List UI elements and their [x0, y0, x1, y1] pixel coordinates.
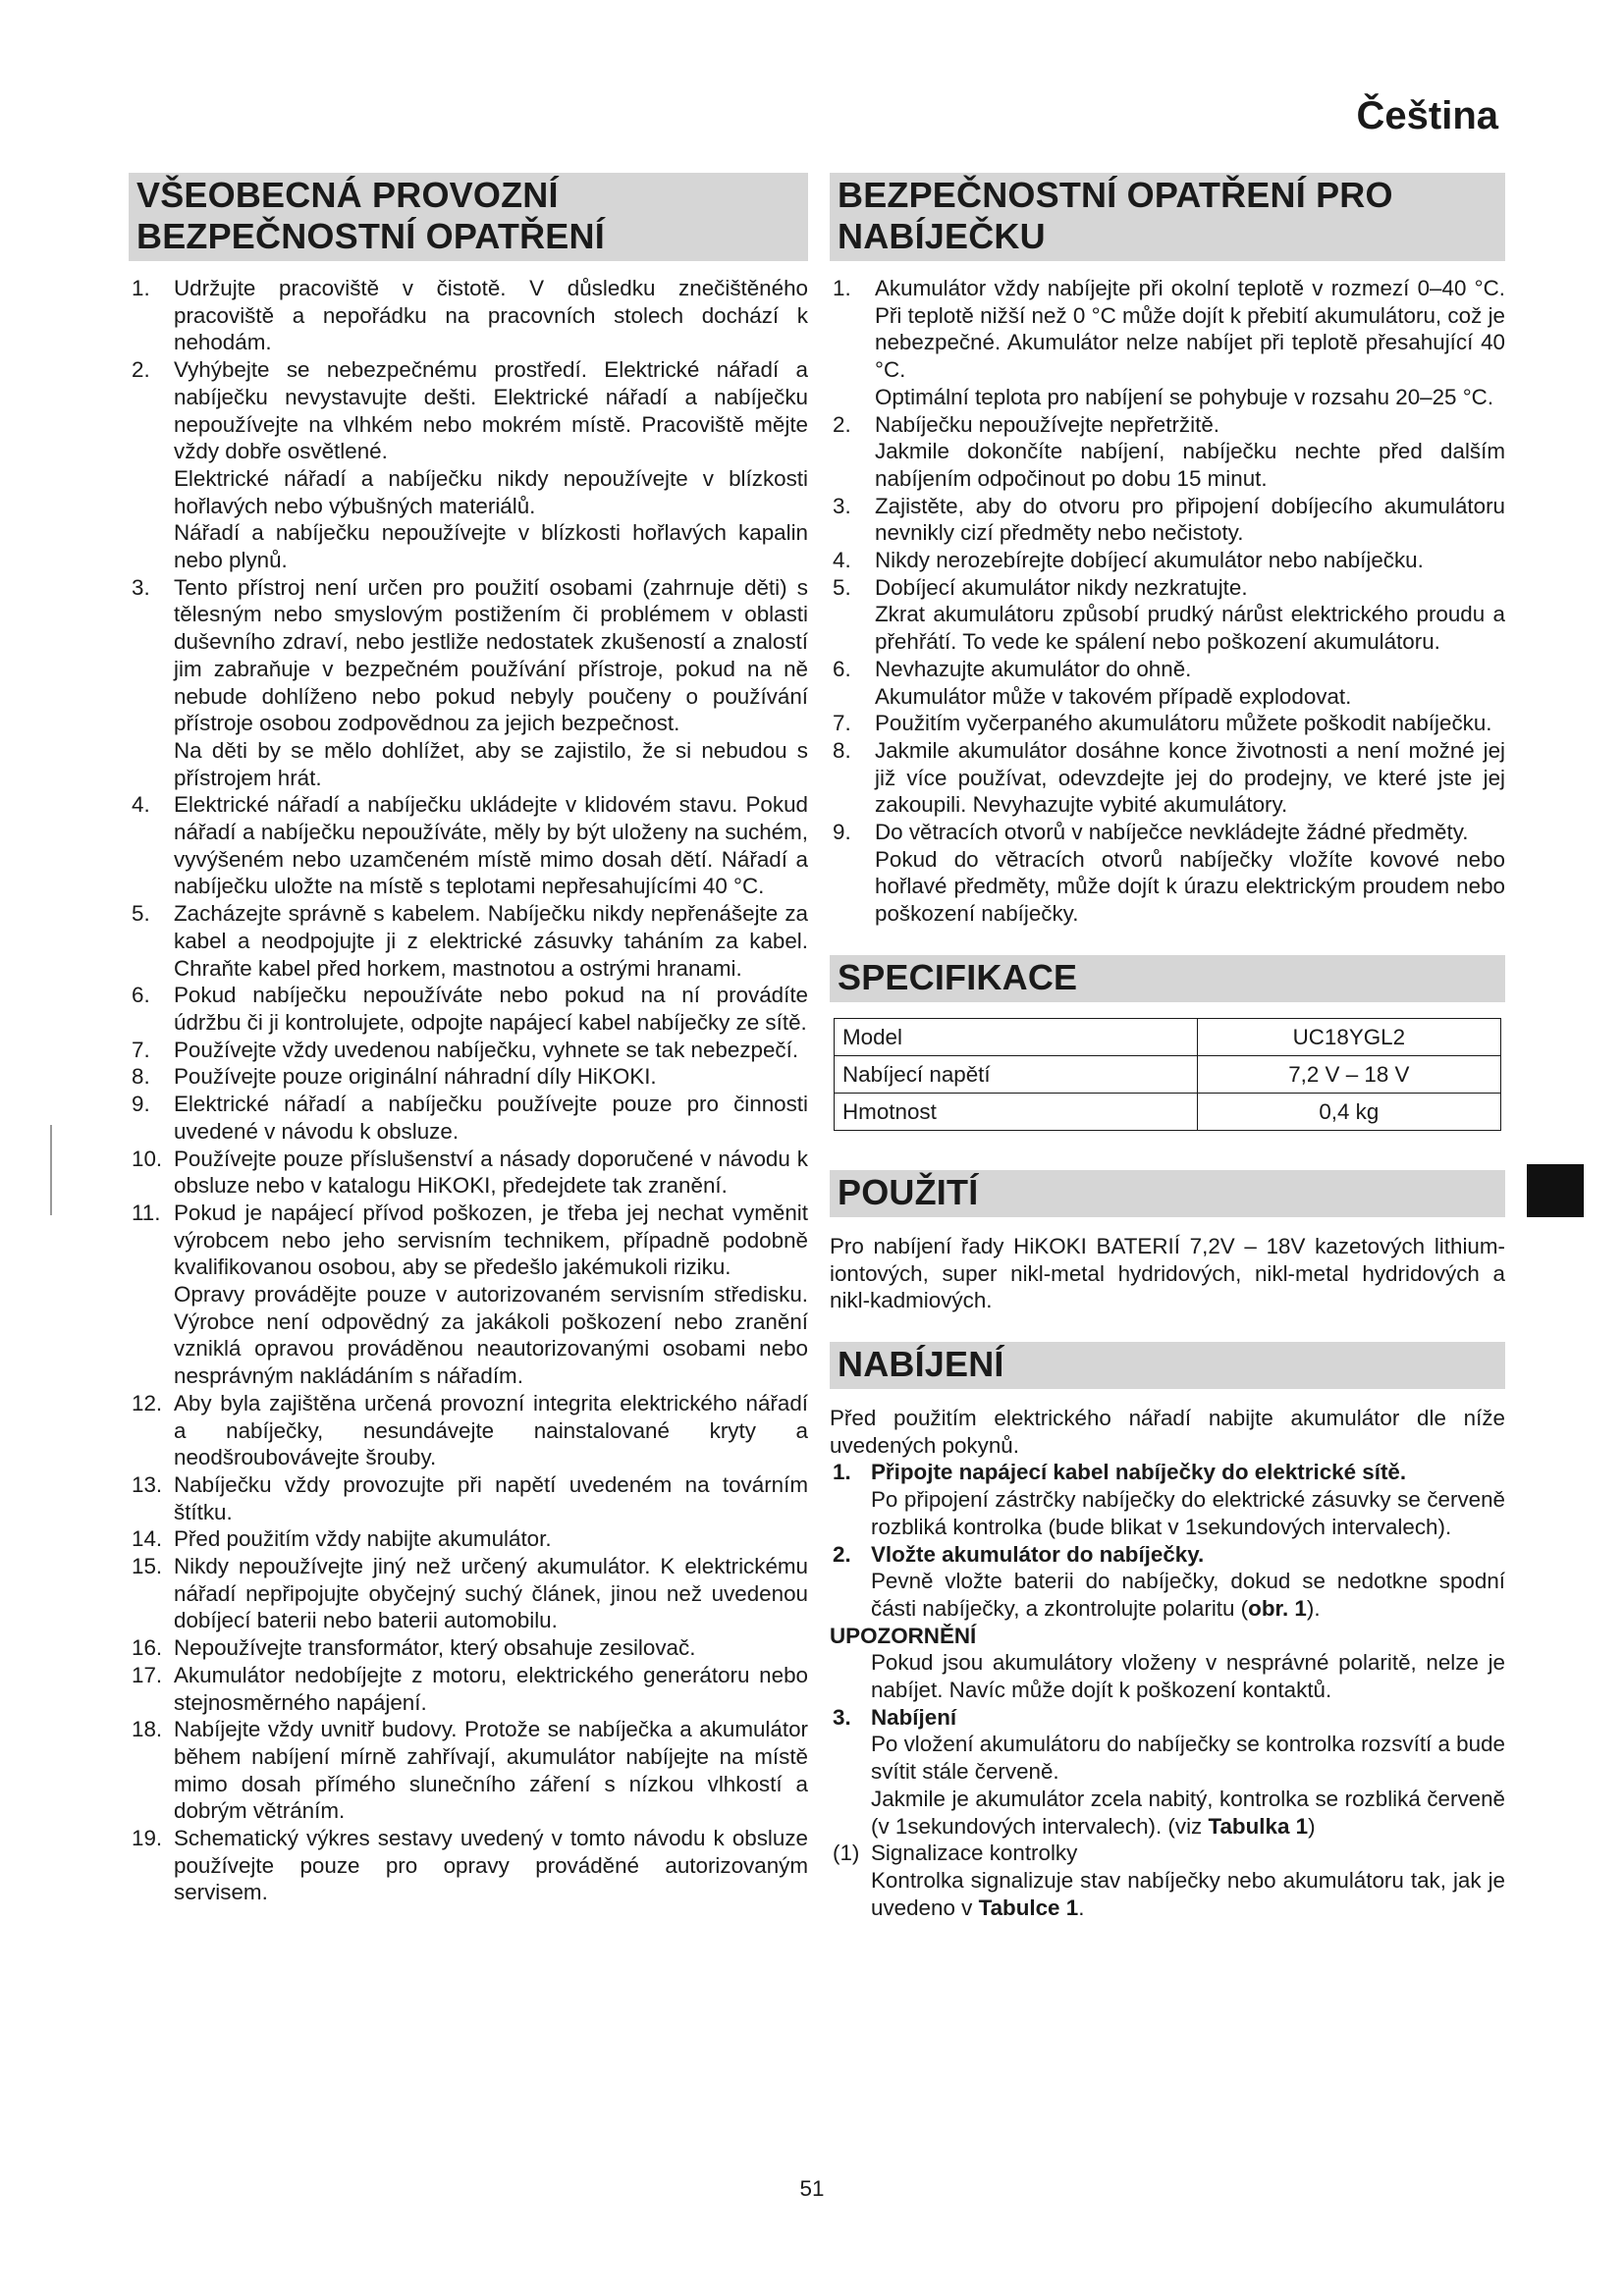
charging-step — [830, 1704, 1505, 1841]
text-run: . — [1078, 1895, 1085, 1920]
item-number: 17. — [132, 1662, 163, 1687]
list-item — [129, 1662, 808, 1716]
item-text: Optimální teplota pro nabíjení se pohybuje v rozsahu 20–25 °C. — [875, 384, 1494, 409]
list-item — [830, 819, 1505, 928]
table-ref: Tabulce 1 — [978, 1895, 1079, 1920]
item-text: Nabíječku nepoužívejte nepřetržitě. — [875, 411, 1219, 437]
item-text: Nepoužívejte transformátor, který obsahuje zesilovač. — [174, 1635, 696, 1661]
step-number: 1. — [833, 1460, 851, 1485]
list-item — [129, 1390, 808, 1471]
item-text: Jakmile dokončíte nabíjení, nabíječku nechte před dalším nabíjením odpočinout po dobu 15 minut. — [875, 439, 1505, 491]
general-safety-column — [129, 173, 808, 1906]
item-text: Akumulátor může v takovém případě explodovat. — [875, 683, 1352, 709]
spec-row — [835, 1018, 1501, 1055]
item-number: 19. — [132, 1826, 163, 1851]
item-text: Opravy provádějte pouze v autorizovaném servisním středisku. Výrobce není odpovědný za jakákoli poškození nebo zranění vzniklá opravou prováděnou neautorizovanými osobami nebo nesprávným nakládáním s nářadím. — [174, 1282, 808, 1389]
item-text: Zkrat akumulátoru způsobí prudký nárůst elektrického proudu a přehřátí. To vede ke spálení nebo poškození akumulátoru. — [875, 602, 1505, 655]
item-text: Jakmile akumulátor dosáhne konce životnosti a není možné jej již více používat, odevzdejte jej do prodejny, ve které jste jej zakoupili. Nevyhazujte vybité akumulátory. — [875, 737, 1505, 818]
item-number: 12. — [132, 1390, 163, 1415]
item-number: 11. — [132, 1200, 161, 1225]
list-item — [129, 1634, 808, 1662]
list-item — [129, 1471, 808, 1525]
item-text: Používejte vždy uvedenou nabíječku, vyhnete se tak nebezpečí. — [174, 1037, 799, 1062]
section-tab-marker — [1527, 1164, 1584, 1217]
item-number: 2. — [833, 411, 851, 437]
list-item — [830, 737, 1505, 819]
item-number: 4. — [833, 548, 851, 573]
item-text: Pokud do větracích otvorů nabíječky vložíte kovové nebo hořlavé předměty, může dojít k úrazu elektrickým proudem nebo poškození nabíječky. — [875, 846, 1505, 927]
item-text: Nářadí a nabíječku nepoužívejte v blízkosti hořlavých kapalin nebo plynů. — [174, 520, 808, 573]
item-number: 2. — [132, 357, 150, 383]
warning-label: UPOZORNĚNÍ — [830, 1623, 977, 1648]
heading-line-1: BEZPEČNOSTNÍ OPATŘENÍ PRO — [838, 175, 1393, 215]
item-number: 9. — [833, 820, 851, 845]
list-item — [129, 1037, 808, 1064]
item-number: 3. — [132, 574, 150, 600]
step-number: (1) — [833, 1841, 860, 1866]
general-safety-list — [129, 275, 808, 1906]
item-text: Nabíječku vždy provozujte při napětí uvedeném na továrním štítku. — [174, 1471, 808, 1524]
item-number: 1. — [132, 276, 150, 300]
item-number: 6. — [833, 656, 851, 681]
spec-label: Hmotnost — [835, 1093, 1198, 1130]
step-text — [871, 1867, 1505, 1921]
item-text: Udržujte pracoviště v čistotě. V důsledku znečištěného pracoviště a nepořádku na pracovních stolech dochází k nehodám. — [174, 276, 808, 355]
item-text: Nevhazujte akumulátor do ohně. — [875, 656, 1192, 681]
item-number: 7. — [833, 711, 851, 736]
charging-substep — [830, 1840, 1505, 1921]
spec-row — [835, 1055, 1501, 1093]
step-text — [871, 1568, 1505, 1622]
item-text: Pokud nabíječku nepoužíváte nebo pokud na ní provádíte údržbu či ji kontrolujete, odpojte napájecí kabel nabíječky ze sítě. — [174, 983, 808, 1035]
heading-line-2: BEZPEČNOSTNÍ OPATŘENÍ — [136, 216, 605, 256]
item-text: Nabíjejte vždy uvnitř budovy. Protože se nabíječka a akumulátor během nabíjení mírně zahřívají, akumulátor nabíjejte na místě mimo dosah přímého slunečního záření s nízkou vlhkostí a dobrým větráním. — [174, 1717, 808, 1824]
list-item — [830, 547, 1505, 574]
list-item — [129, 1146, 808, 1200]
item-text: Schematický výkres sestavy uvedený v tomto návodu k obsluze používejte pouze pro opravy prováděné autorizovaným servisem. — [174, 1826, 808, 1905]
item-text: Tento přístroj není určen pro použití osobami (zahrnuje děti) s tělesným nebo smyslovým postižením či problémem v oblasti duševního zdraví, nebo jestliže nedostatek zkušeností a znalostí jim zabraňuje v bezpečném používání přístroje, pokud na ně nebude dohlíženo nebo pokud nebyly poučeny o používání přístroje osobou zodpovědnou za jejich bezpečnost. — [174, 574, 808, 736]
charging-steps — [830, 1459, 1505, 1921]
item-number: 10. — [132, 1146, 163, 1171]
charger-safety-heading — [830, 173, 1505, 261]
step-title: Připojte napájecí kabel nabíječky do elektrické sítě. — [871, 1460, 1407, 1485]
list-item — [830, 710, 1505, 737]
item-text: Elektrické nářadí a nabíječku nikdy nepoužívejte v blízkosti hořlavých nebo výbušných materiálů. — [174, 465, 808, 518]
charging-step — [830, 1459, 1505, 1540]
step-number: 2. — [833, 1541, 851, 1567]
general-safety-heading — [129, 173, 808, 261]
item-number: 1. — [833, 276, 851, 300]
item-number: 9. — [132, 1092, 150, 1117]
list-item — [129, 1525, 808, 1553]
item-number: 5. — [833, 574, 851, 600]
list-item — [129, 1716, 808, 1825]
charging-intro: Před použitím elektrického nářadí nabijte akumulátor dle níže uvedených pokynů. — [830, 1405, 1505, 1458]
item-number: 16. — [132, 1635, 163, 1661]
page-number: 51 — [799, 2176, 825, 2201]
item-number: 3. — [833, 493, 851, 518]
spec-label: Model — [835, 1018, 1198, 1055]
charger-column — [830, 173, 1505, 1921]
use-text: Pro nabíjení řady HiKOKI BATERIÍ 7,2V – 18V kazetových lithium-iontových, super nikl-metal hydridových, nikl-metal hydridových a nikl-kadmiových. — [830, 1233, 1505, 1313]
item-number: 6. — [132, 983, 150, 1008]
charging-heading: NABÍJENÍ — [830, 1342, 1505, 1389]
language-label: Čeština — [1356, 94, 1498, 137]
item-text: Elektrické nářadí a nabíječku ukládejte v klidovém stavu. Pokud nářadí a nabíječku nepoužíváte, měly by být uloženy na suchém, vyvýšeném nebo uzamčeném místě mimo dosah dětí. Nářadí a nabíječku uložte na místě s teplotami nepřesahujícími 40 °C. — [174, 792, 808, 899]
item-number: 4. — [132, 792, 150, 818]
item-number: 7. — [132, 1037, 150, 1062]
text-run: ) — [1308, 1813, 1316, 1839]
step-text: Po vložení akumulátoru do nabíječky se kontrolka rozsvítí a bude svítit stále červeně. — [871, 1732, 1505, 1785]
list-item — [830, 493, 1505, 547]
list-item — [830, 411, 1505, 493]
text-run: ). — [1306, 1595, 1321, 1621]
list-item — [129, 1091, 808, 1145]
item-text: Zacházejte správně s kabelem. Nabíječku nikdy nepřenášejte za kabel a neodpojujte ji z elektrické zásuvky taháním za kabel. Chraňte kabel před horkem, mastnotou a ostrými hranami. — [174, 901, 808, 981]
margin-line — [50, 1125, 52, 1215]
item-text: Před použitím vždy nabijte akumulátor. — [174, 1526, 552, 1552]
charging-step — [830, 1541, 1505, 1704]
figure-ref: obr. 1 — [1248, 1595, 1307, 1621]
item-number: 18. — [132, 1717, 163, 1742]
text-run: Pevně vložte baterii do nabíječky, dokud se nedotkne spodní části nabíječky, a zkontrolujte polaritu ( — [871, 1569, 1505, 1621]
spec-value: 0,4 kg — [1197, 1093, 1500, 1130]
item-number: 15. — [132, 1554, 163, 1579]
list-item — [830, 656, 1505, 710]
step-title: Vložte akumulátor do nabíječky. — [871, 1541, 1205, 1567]
item-text: Pokud je napájecí přívod poškozen, je třeba jej nechat vyměnit výrobcem nebo jeho servisním technikem, případně podobně kvalifikovanou osobou, aby se předešlo jakémukoli riziku. — [174, 1200, 808, 1280]
item-number: 14. — [132, 1526, 163, 1552]
spec-row — [835, 1093, 1501, 1130]
item-text: Nikdy nerozebírejte dobíjecí akumulátor nebo nabíječku. — [875, 548, 1424, 573]
item-text: Akumulátor nedobíjejte z motoru, elektrického generátoru nebo stejnosměrného napájení. — [174, 1662, 808, 1715]
list-item — [830, 275, 1505, 411]
list-item — [129, 791, 808, 900]
item-text: Dobíjecí akumulátor nikdy nezkratujte. — [875, 574, 1248, 600]
step-title: Signalizace kontrolky — [871, 1841, 1078, 1866]
spec-value: UC18YGL2 — [1197, 1018, 1500, 1055]
item-text: Zajistěte, aby do otvoru pro připojení dobíjecího akumulátoru nevnikly cizí předměty nebo nečistoty. — [875, 493, 1505, 546]
step-text: Po připojení zástrčky nabíječky do elektrické zásuvky se červeně rozbliká kontrolka (bude blikat v 1sekundových intervalech). — [871, 1487, 1505, 1539]
item-text: Používejte pouze příslušenství a násady doporučené v návodu k obsluze nebo v katalogu HiKOKI, předejdete tak zranění. — [174, 1146, 808, 1199]
list-item — [129, 1553, 808, 1634]
item-number: 13. — [132, 1471, 163, 1497]
spec-heading: SPECIFIKACE — [830, 955, 1505, 1002]
table-ref: Tabulka 1 — [1208, 1813, 1309, 1839]
item-text: Na děti by se mělo dohlížet, aby se zajistilo, že si nebudou s přístrojem hrát. — [174, 737, 808, 790]
list-item — [129, 900, 808, 982]
list-item — [830, 574, 1505, 656]
list-item — [129, 982, 808, 1036]
spec-value: 7,2 V – 18 V — [1197, 1055, 1500, 1093]
item-text: Aby byla zajištěna určená provozní integrita elektrického nářadí a nabíječky, nesundávejte nainstalované kryty a neodšroubovávejte šrouby. — [174, 1390, 808, 1470]
spec-table — [834, 1018, 1501, 1131]
item-number: 5. — [132, 901, 150, 927]
text-run: Jakmile je akumulátor zcela nabitý, kontrolka se rozbliká červeně (v 1sekundových intervalech). (viz — [871, 1786, 1505, 1839]
list-item — [129, 1200, 808, 1390]
item-text: Použitím vyčerpaného akumulátoru můžete poškodit nabíječku. — [875, 711, 1492, 736]
list-item — [129, 1063, 808, 1091]
item-text: Používejte pouze originální náhradní díly HiKOKI. — [174, 1064, 657, 1090]
spec-label: Nabíjecí napětí — [835, 1055, 1198, 1093]
list-item — [129, 356, 808, 574]
heading-line-2: NABÍJEČKU — [838, 216, 1046, 256]
item-number: 8. — [132, 1064, 150, 1090]
item-text: Do větracích otvorů v nabíječce nevkládejte žádné předměty. — [875, 820, 1469, 845]
item-text: Elektrické nářadí a nabíječku používejte pouze pro činnosti uvedené v návodu k obsluze. — [174, 1092, 808, 1144]
text-run: Kontrolka signalizuje stav nabíječky nebo akumulátoru tak, jak je uvedeno v — [871, 1867, 1505, 1920]
step-title: Nabíjení — [871, 1704, 957, 1730]
warning-text: Pokud jsou akumulátory vloženy v nesprávné polaritě, nelze je nabíjet. Navíc může dojít k poškození kontaktů. — [871, 1650, 1505, 1703]
list-item — [129, 574, 808, 792]
list-item — [129, 1825, 808, 1906]
charger-safety-list — [830, 275, 1505, 928]
item-text: Akumulátor vždy nabíjejte při okolní teplotě v rozmezí 0–40 °C. Při teplotě nižší než 0 °C může dojít k přebití akumulátoru, což je nebezpečné. Akumulátor nelze nabíjet při teplotě přesahující 40 °C. — [875, 276, 1505, 383]
step-number: 3. — [833, 1704, 851, 1730]
use-heading: POUŽITÍ — [830, 1170, 1505, 1217]
step-text — [871, 1786, 1505, 1840]
item-number: 8. — [833, 737, 851, 763]
item-text: Vyhýbejte se nebezpečnému prostředí. Elektrické nářadí a nabíječku nevystavujte dešti. Elektrické nářadí a nabíječku nepoužívejte na vlhkém nebo mokrém místě. Pracoviště mějte vždy dobře osvětlené. — [174, 357, 808, 464]
heading-line-1: VŠEOBECNÁ PROVOZNÍ — [136, 175, 559, 215]
list-item — [129, 275, 808, 356]
item-text: Nikdy nepoužívejte jiný než určený akumulátor. K elektrickému nářadí nepřipojujte obyčejný suchý článek, jinou než uvedenou dobíjecí baterii nebo baterii automobilu. — [174, 1554, 808, 1633]
